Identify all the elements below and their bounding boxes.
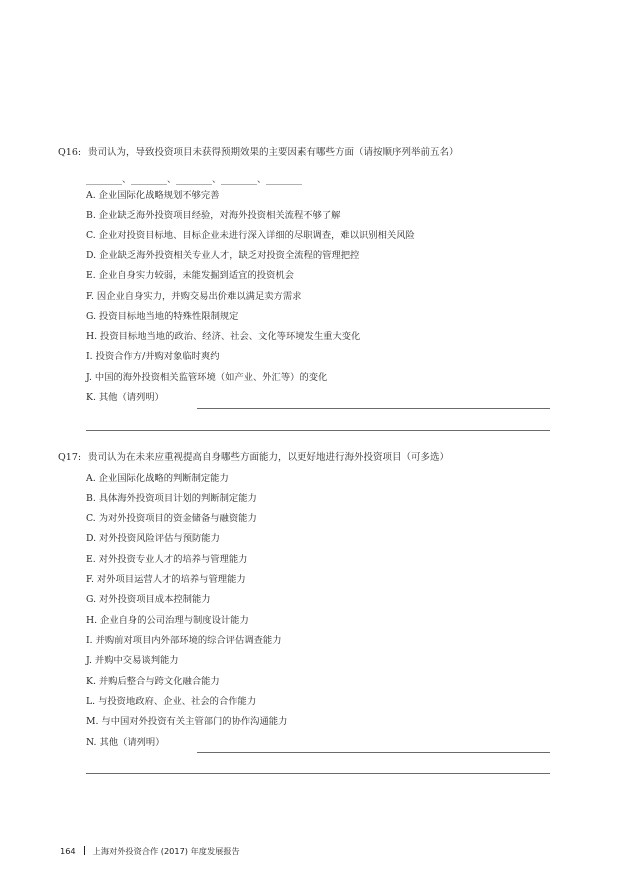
option-i[interactable]: I. 并购前对项目内外部环境的综合评估调查能力: [86, 635, 282, 646]
other-answer-line[interactable]: [197, 408, 550, 409]
question-text: 贵司认为在未来应重视提高自身哪些方面能力，以更好地进行海外投资项目（可多选）: [88, 452, 450, 463]
option-m[interactable]: M. 与中国对外投资有关主管部门的协作沟通能力: [86, 716, 288, 727]
question-number: Q16:: [58, 147, 82, 158]
option-b[interactable]: B. 具体海外投资项目计划的判断制定能力: [86, 493, 257, 504]
option-g[interactable]: G. 对外投资项目成本控制能力: [86, 594, 211, 605]
page-number: 164: [60, 846, 76, 856]
option-d[interactable]: D. 对外投资风险评估与预防能力: [86, 533, 220, 544]
ranking-blanks[interactable]: ________、________、________、________、________: [86, 175, 303, 185]
other-answer-line-2[interactable]: [86, 773, 550, 774]
option-f[interactable]: F. 对外项目运营人才的培养与管理能力: [86, 574, 246, 585]
page-footer: [60, 846, 240, 857]
option-k[interactable]: K. 其他（请列明）: [86, 392, 164, 403]
option-b[interactable]: B. 企业缺乏海外投资项目经验，对海外投资相关流程不够了解: [86, 210, 341, 221]
option-a[interactable]: A. 企业国际化战略的判断制定能力: [86, 473, 229, 484]
option-j[interactable]: J. 并购中交易谈判能力: [86, 655, 179, 666]
question-text: 贵司认为，导致投资项目未获得预期效果的主要因素有哪些方面（请按顺序列举前五名）: [88, 147, 459, 158]
question-number: Q17:: [58, 452, 82, 463]
footer-divider: [84, 846, 85, 855]
option-d[interactable]: D. 企业缺乏海外投资相关专业人才，缺乏对投资全流程的管理把控: [86, 250, 360, 261]
option-j[interactable]: J. 中国的海外投资相关监管环境（如产业、外汇等）的变化: [86, 372, 328, 383]
report-title: 上海对外投资合作 (2017) 年度发展报告: [92, 846, 240, 856]
option-a[interactable]: A. 企业国际化战略规划不够完善: [86, 190, 220, 201]
option-k[interactable]: K. 并购后整合与跨文化融合能力: [86, 676, 220, 687]
option-l[interactable]: L. 与投资地政府、企业、社会的合作能力: [86, 696, 257, 707]
option-e[interactable]: E. 对外投资专业人才的培养与管理能力: [86, 554, 248, 565]
option-h[interactable]: H. 企业自身的公司治理与制度设计能力: [86, 615, 249, 626]
other-answer-line-2[interactable]: [86, 430, 550, 431]
other-answer-line[interactable]: [197, 752, 550, 753]
option-e[interactable]: E. 企业自身实力较弱，未能发掘到适宜的投资机会: [86, 270, 294, 281]
question-17: [58, 451, 449, 464]
option-i[interactable]: I. 投资合作方/并购对象临时爽约: [86, 351, 220, 362]
option-c[interactable]: C. 企业对投资目标地、目标企业未进行深入详细的尽职调查，难以识别相关风险: [86, 230, 415, 241]
option-f[interactable]: F. 因企业自身实力，并购交易出价难以满足卖方需求: [86, 291, 302, 302]
question-16: [58, 146, 459, 159]
option-n[interactable]: N. 其他（请列明）: [86, 737, 165, 748]
option-h[interactable]: H. 投资目标地当地的政治、经济、社会、文化等环境发生重大变化: [86, 331, 361, 342]
option-g[interactable]: G. 投资目标地当地的特殊性限制规定: [86, 311, 239, 322]
option-c[interactable]: C. 为对外投资项目的资金储备与融资能力: [86, 513, 257, 524]
